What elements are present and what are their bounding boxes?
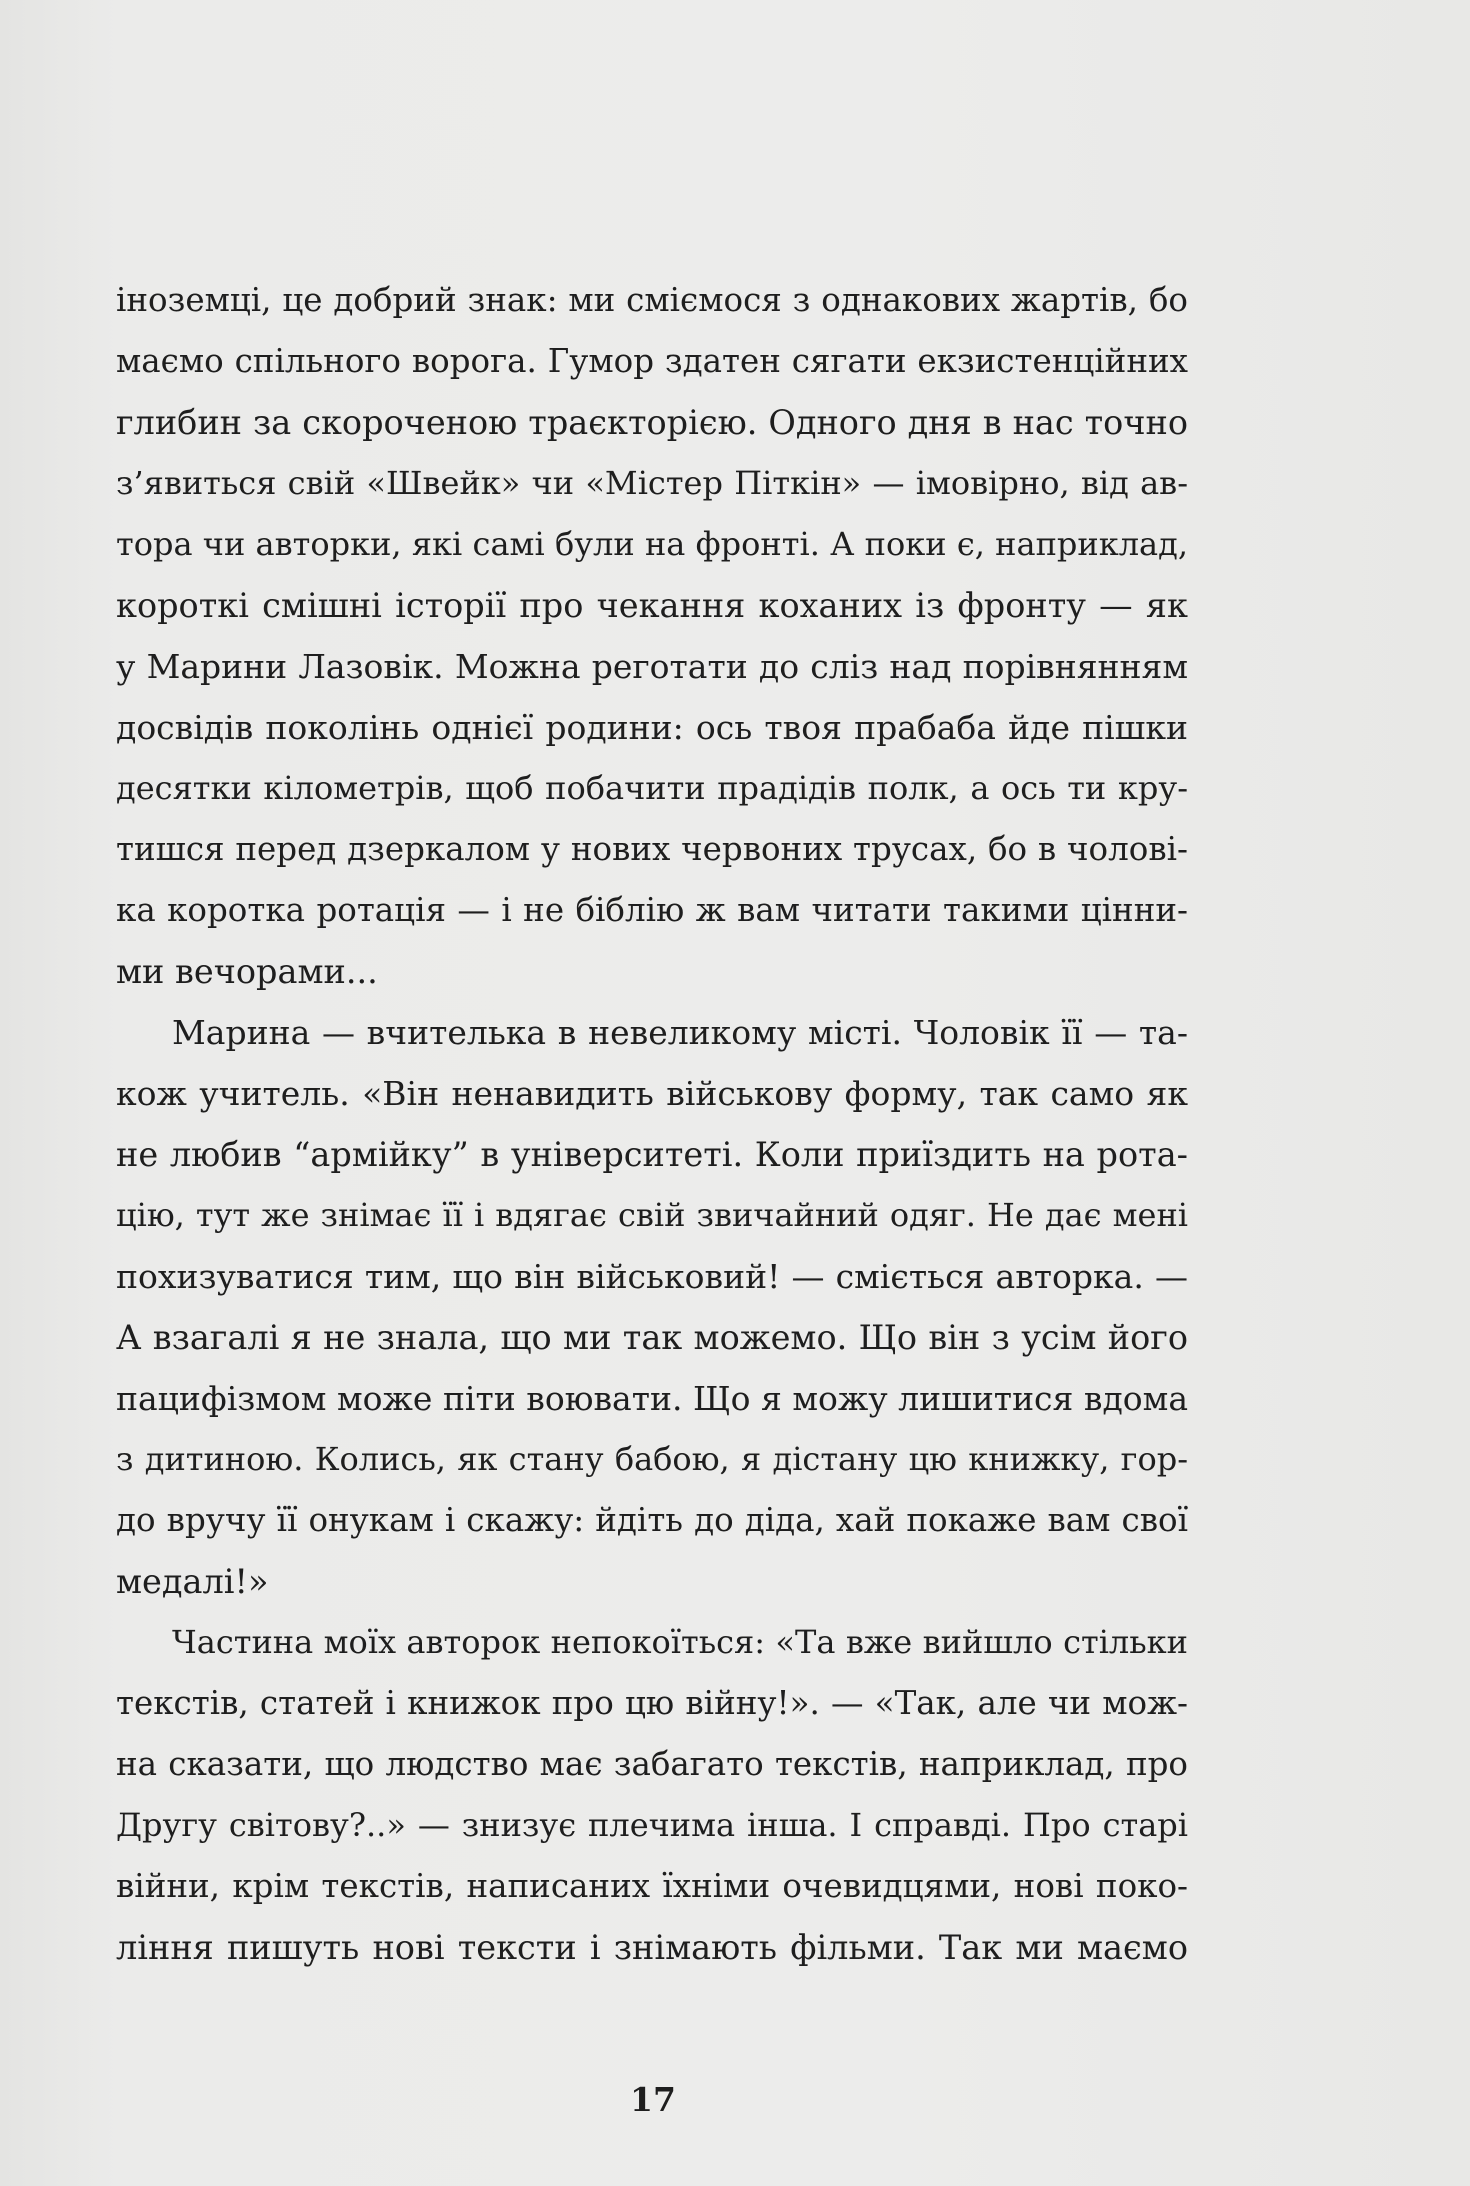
text-line: цію, тут же знімає її і вдягає свій звичайний одяг. Не дає мені: [116, 1196, 1188, 1234]
text-line: з дитиною. Колись, як стану бабою, я дістану цю книжку, гор-: [116, 1440, 1188, 1478]
text-line: ління пишуть нові тексти і знімають фільми. Так ми маємо: [116, 1928, 1188, 1967]
text-line: медалі!»: [116, 1562, 269, 1601]
text-line: десятки кілометрів, щоб побачити прадідів полк, а ось ти кру-: [116, 769, 1188, 807]
body-text: [116, 270, 1188, 1978]
text-line: ка коротка ротація — і не біблію ж вам читати такими цінни-: [116, 891, 1188, 929]
text-line: з’явиться свій «Швейк» чи «Містер Піткін» — імовірно, від ав-: [116, 464, 1188, 502]
text-line: іноземці, це добрий знак: ми сміємося з однакових жартів, бо: [116, 281, 1188, 319]
text-line: маємо спільного ворога. Гумор здатен сягати екзистенційних: [116, 342, 1188, 380]
text-line: кож учитель. «Він ненавидить військову форму, так само як: [116, 1074, 1188, 1113]
text-line: похизуватися тим, що він військовий! — сміється авторка. —: [116, 1257, 1188, 1296]
text-line: Марина — вчителька в невеликому місті. Чоловік її — та-: [172, 1013, 1188, 1052]
text-line: тора чи авторки, які самі були на фронті. А поки є, наприклад,: [116, 525, 1188, 563]
text-line: війни, крім текстів, написаних їхніми очевидцями, нові поко-: [116, 1867, 1188, 1905]
text-line: досвідів поколінь однієї родини: ось твоя прабаба йде пішки: [116, 708, 1188, 747]
text-line: А взагалі я не знала, що ми так можемо. Що він з усім його: [116, 1318, 1188, 1357]
text-line: Другу світову?..» — знизує плечима інша. І справді. Про старі: [116, 1806, 1188, 1844]
text-line: глибин за скороченою траєкторією. Одного дня в нас точно: [116, 403, 1188, 442]
page-number: 17: [630, 2080, 676, 2119]
text-line: пацифізмом може піти воювати. Що я можу лишитися вдома: [116, 1379, 1188, 1418]
text-line: до вручу її онукам і скажу: йдіть до діда, хай покаже вам свої: [116, 1501, 1188, 1539]
text-line: не любив “армійку” в університеті. Коли приїздить на рота-: [116, 1135, 1188, 1174]
text-line: тишся перед дзеркалом у нових червоних трусах, бо в чолові-: [116, 830, 1188, 868]
text-line: текстів, статей і книжок про цю війну!». — «Так, але чи мож-: [116, 1684, 1188, 1722]
text-line: у Марини Лазовік. Можна реготати до сліз над порівнянням: [116, 647, 1188, 686]
text-line: на сказати, що людство має забагато текстів, наприклад, про: [116, 1745, 1188, 1783]
text-line: короткі смішні історії про чекання коханих із фронту — як: [116, 586, 1188, 625]
text-line: Частина моїх авторок непокоїться: «Та вже вийшло стільки: [172, 1623, 1188, 1661]
text-line: ми вечорами...: [116, 952, 378, 991]
